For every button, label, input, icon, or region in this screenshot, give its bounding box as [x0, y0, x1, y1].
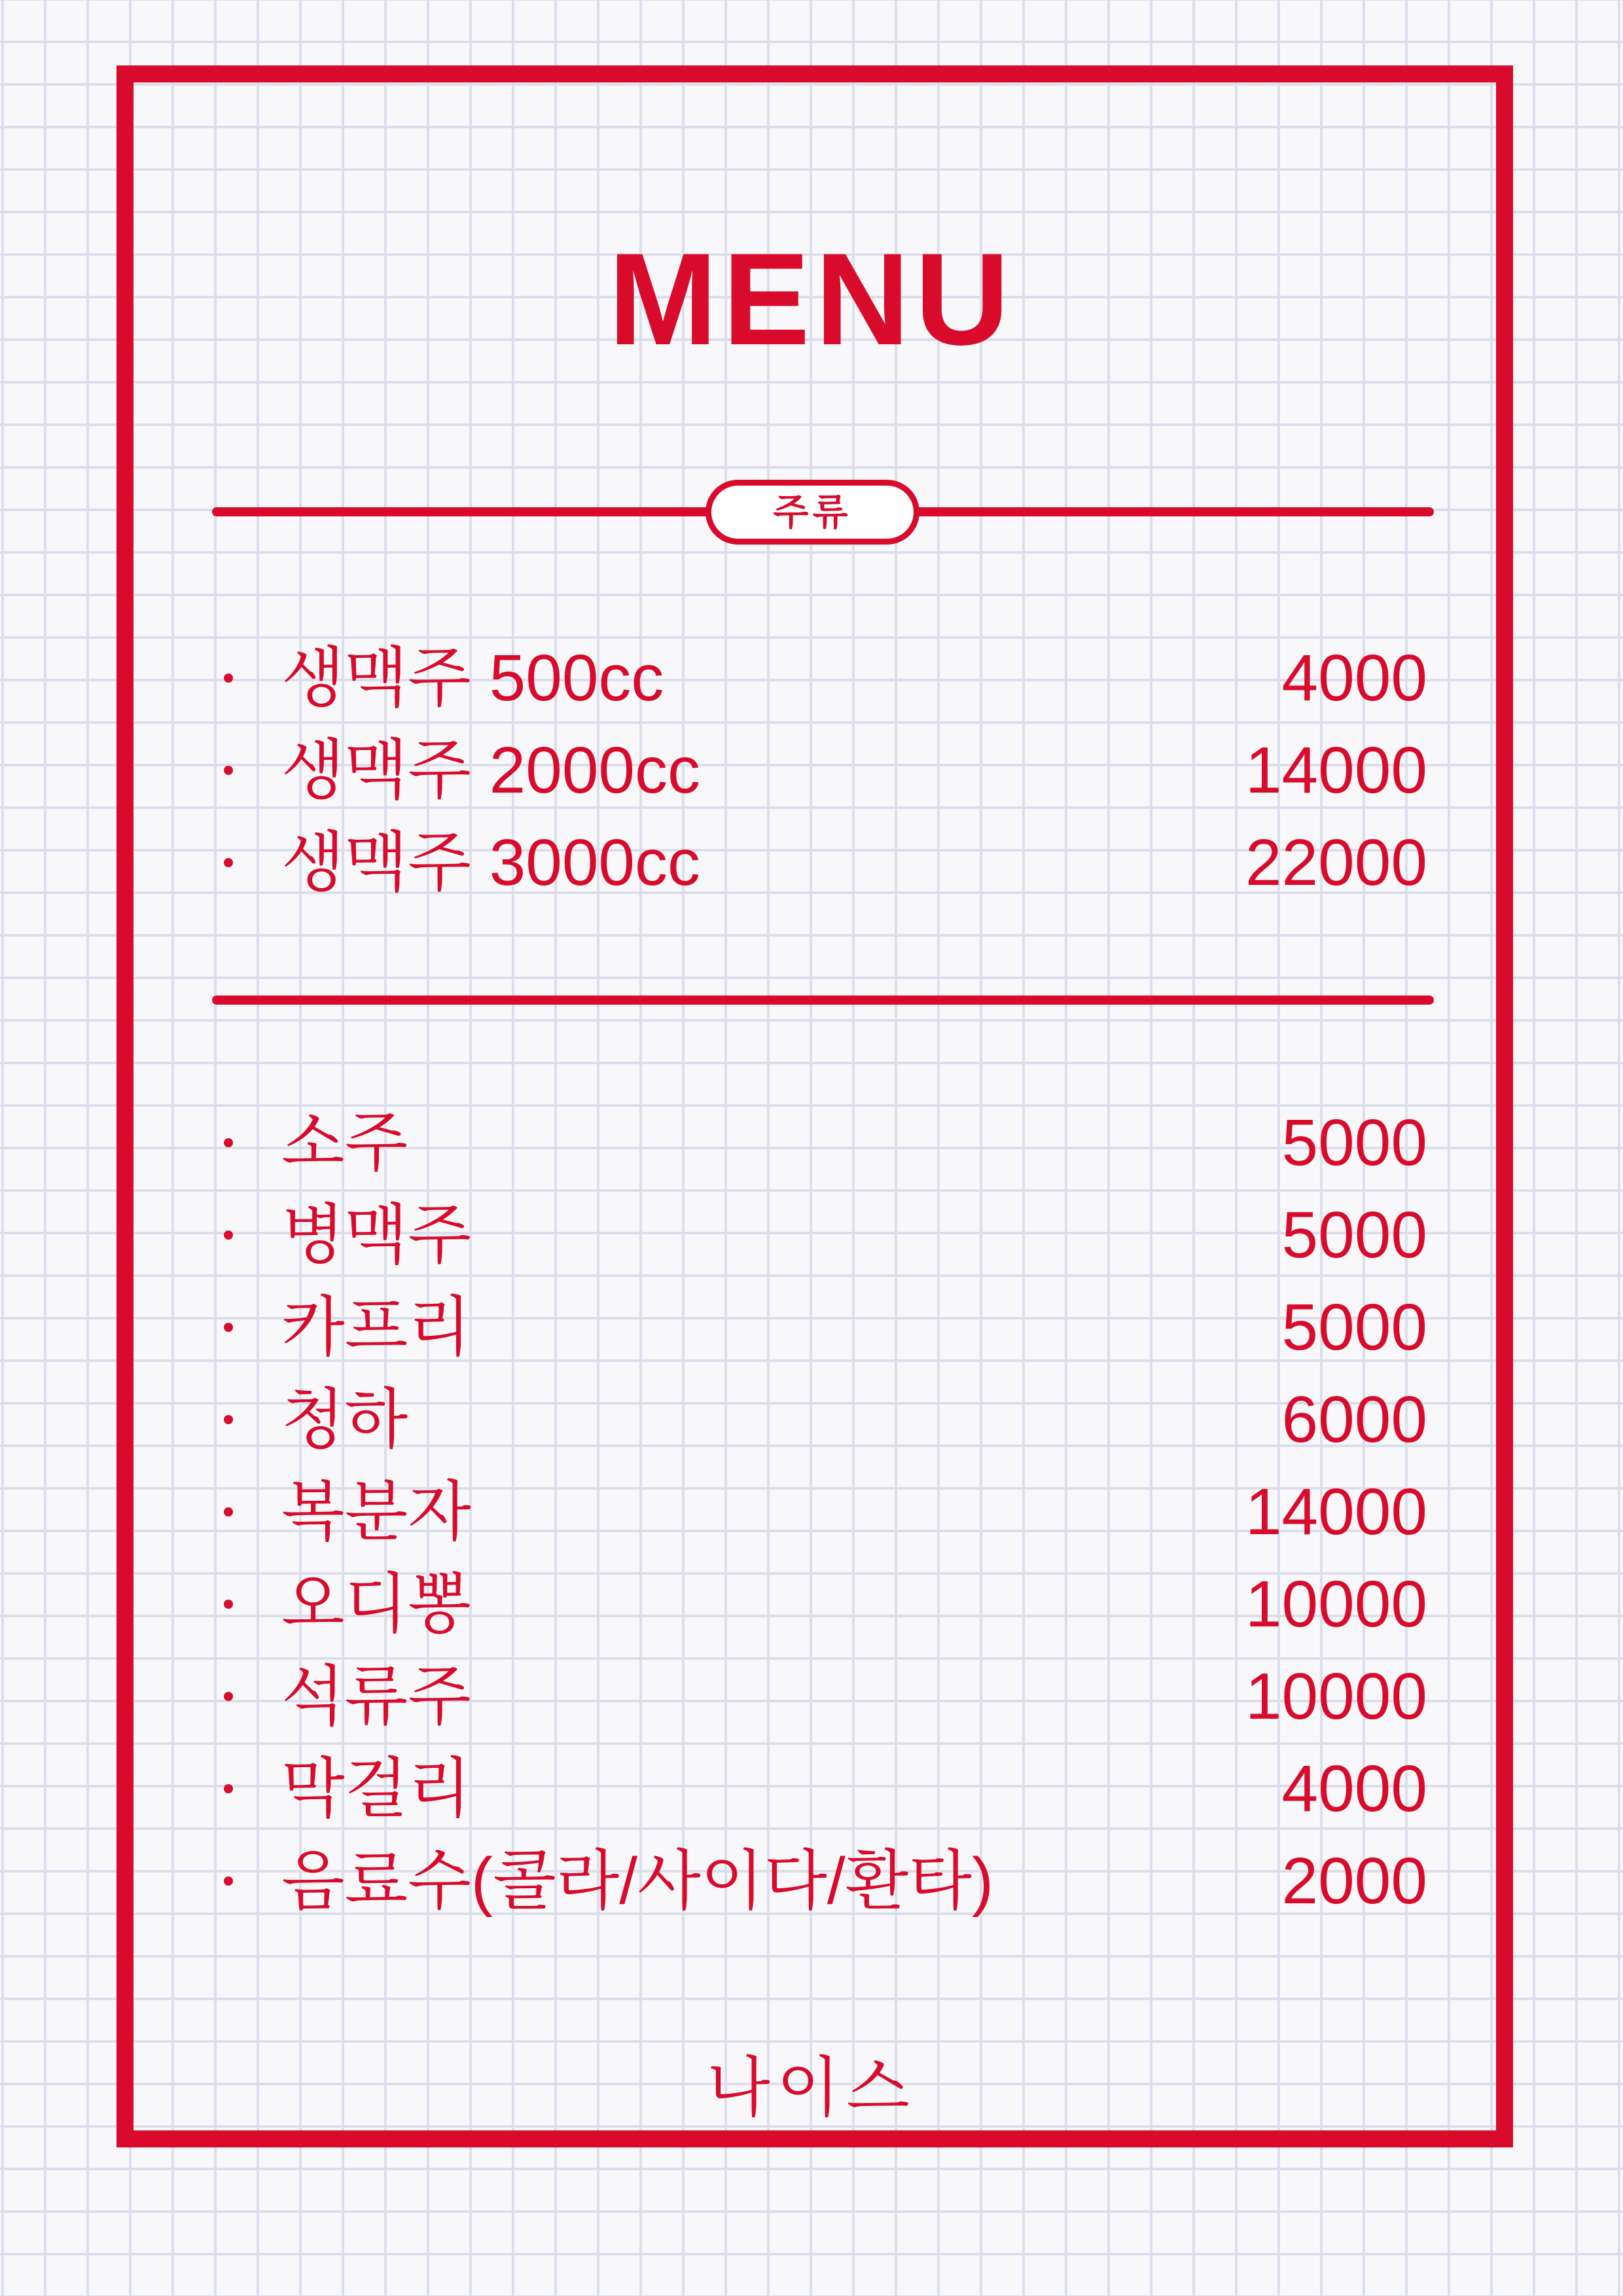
- menu-item-name: 오디뽕: [281, 1567, 471, 1641]
- menu-item-name: 복분자: [281, 1475, 471, 1549]
- menu-item-name: 청하: [281, 1382, 408, 1456]
- menu-item-row: [212, 1281, 1434, 1373]
- menu-item-row: [212, 1558, 1434, 1650]
- menu-item-name: 병맥주: [281, 1198, 471, 1272]
- menu-item-price: 14000: [1245, 733, 1427, 807]
- divider-line: [212, 996, 1434, 1005]
- menu-item-name: 막걸리: [281, 1751, 471, 1825]
- menu-item-name: 음료수(콜라/사이다/환타): [281, 1844, 994, 1918]
- menu-item-price: 5000: [1281, 1198, 1427, 1272]
- menu-item-row: [212, 1096, 1434, 1189]
- section-label: 주류: [773, 491, 852, 533]
- menu-item-row: [212, 1189, 1434, 1281]
- bullet-dot-icon: [224, 858, 233, 867]
- menu-item-price: 10000: [1245, 1567, 1427, 1641]
- section-label-capsule: [705, 480, 919, 545]
- section-divider: [212, 491, 1434, 533]
- menu-item-name: 소주: [281, 1105, 408, 1179]
- menu-item-row: [212, 1650, 1434, 1742]
- bullet-dot-icon: [224, 1415, 233, 1424]
- bullet-dot-icon: [224, 1138, 233, 1147]
- bullet-dot-icon: [224, 1600, 233, 1609]
- group-divider: [212, 996, 1434, 1005]
- menu-item-name: 생맥주 500cc: [281, 641, 664, 715]
- menu-item-price: 4000: [1281, 641, 1427, 715]
- bullet-dot-icon: [224, 1692, 233, 1701]
- bullet-dot-icon: [224, 673, 233, 683]
- menu-item-row: [212, 1835, 1434, 1927]
- menu-item-row: [212, 1742, 1434, 1835]
- bullet-dot-icon: [224, 1876, 233, 1886]
- menu-item-name: 생맥주 2000cc: [281, 733, 701, 807]
- menu-item-price: 22000: [1245, 825, 1427, 899]
- menu-group-draft-beer: [212, 632, 1434, 908]
- bullet-dot-icon: [224, 1323, 233, 1332]
- menu-item-row: [212, 816, 1434, 908]
- footer-signature: 나이스: [707, 2051, 916, 2125]
- menu-item-row: [212, 724, 1434, 816]
- menu-item-price: 10000: [1245, 1659, 1427, 1733]
- bullet-dot-icon: [224, 1784, 233, 1793]
- bullet-dot-icon: [224, 766, 233, 775]
- menu-item-price: 14000: [1245, 1475, 1427, 1549]
- menu-item-price: 5000: [1281, 1290, 1427, 1364]
- menu-item-price: 2000: [1281, 1844, 1427, 1918]
- menu-item-price: 6000: [1281, 1382, 1427, 1456]
- menu-item-row: [212, 632, 1434, 724]
- menu-item-name: 생맥주 3000cc: [281, 825, 701, 899]
- bullet-dot-icon: [224, 1230, 233, 1240]
- page-title: MENU: [608, 226, 1015, 372]
- menu-item-price: 5000: [1281, 1105, 1427, 1179]
- menu-item-name: 석류주: [281, 1659, 471, 1733]
- menu-item-row: [212, 1465, 1434, 1558]
- bullet-dot-icon: [224, 1507, 233, 1516]
- menu-item-row: [212, 1373, 1434, 1465]
- menu-item-price: 4000: [1281, 1751, 1427, 1825]
- menu-item-name: 카프리: [281, 1290, 471, 1364]
- menu-group-bottled-drinks: [212, 1096, 1434, 1927]
